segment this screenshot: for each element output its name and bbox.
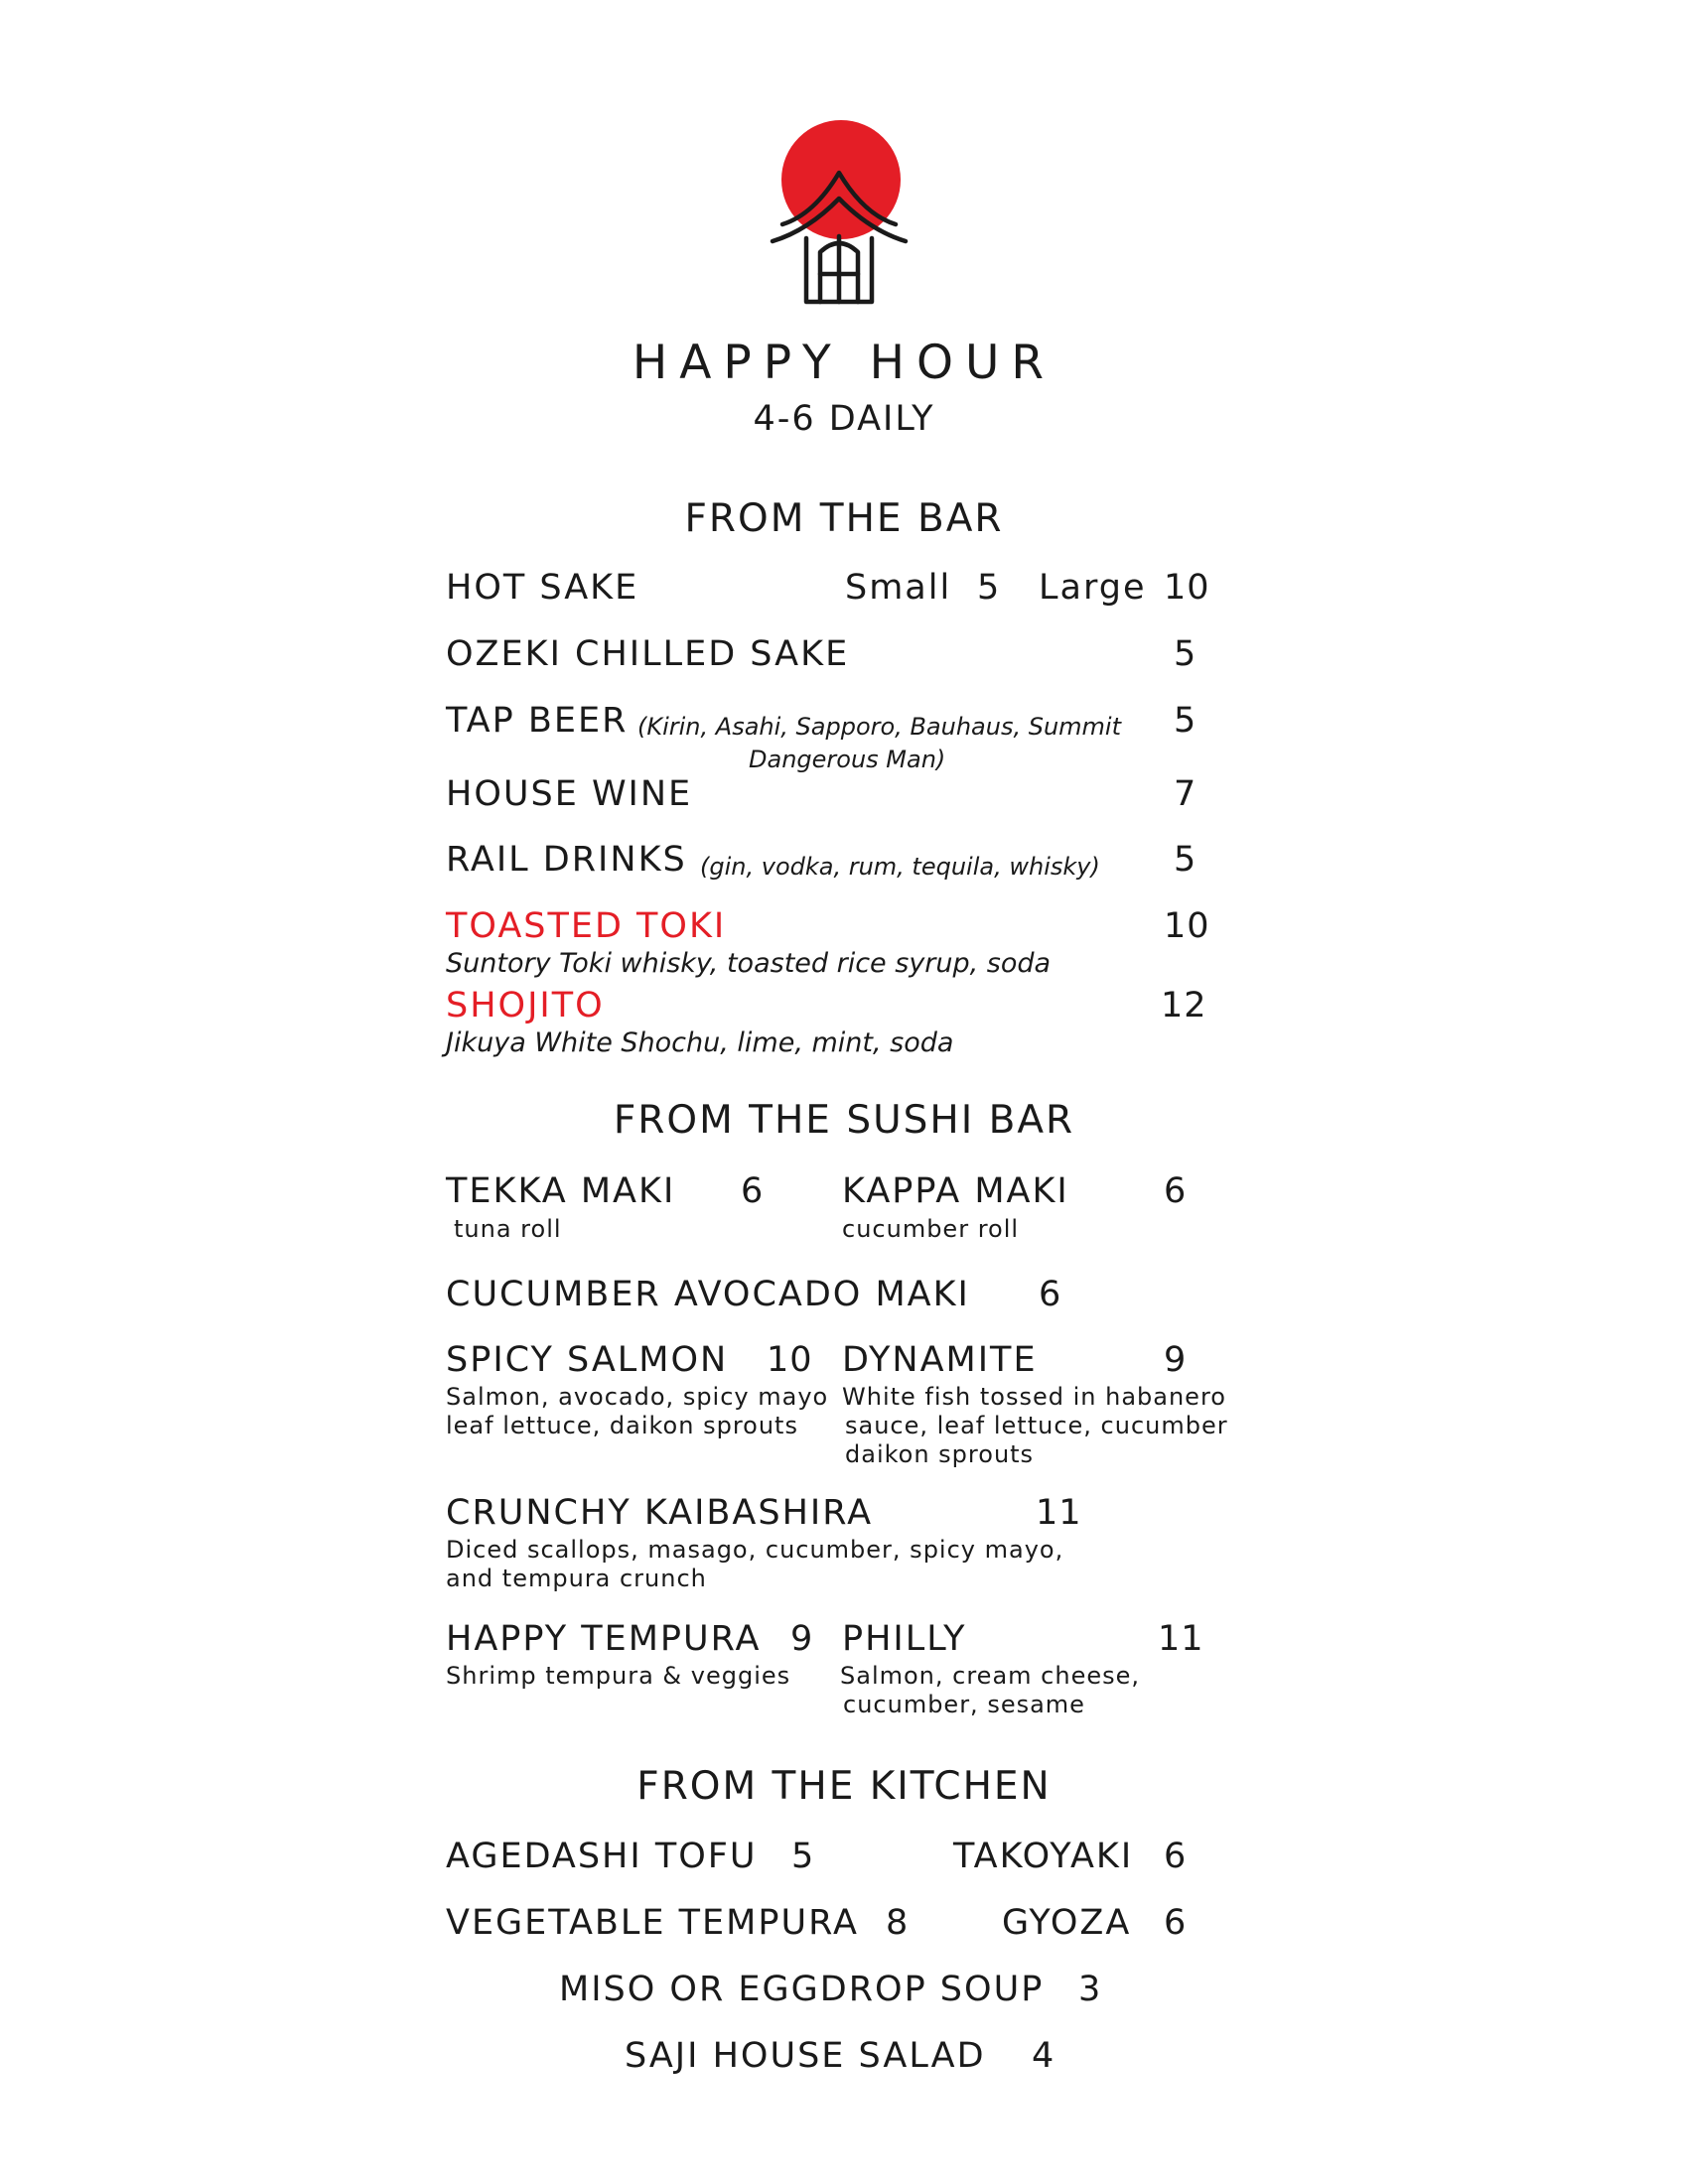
price-happy-tempura: 9 [790,1619,814,1659]
menu-item-toasted-toki: TOASTED TOKI [446,906,727,946]
menu-item-hot-sake: HOT SAKE [446,568,639,608]
kappa-maki-description: cucumber roll [842,1215,1020,1243]
menu-item-spicy-salmon: SPICY SALMON [446,1340,729,1380]
tap-beer-note-line2: Dangerous Man) [749,746,946,773]
price-ozeki: 5 [1174,634,1197,674]
crunchy-kaibashira-description-line2: and tempura crunch [446,1565,707,1592]
menu-item-philly: PHILLY [842,1619,967,1659]
size-label-large: Large [1039,568,1147,608]
price-house-salad: 4 [1032,2036,1055,2076]
menu-item-ozeki: OZEKI CHILLED SAKE [446,634,850,674]
spicy-salmon-description-line1: Salmon, avocado, spicy mayo [446,1383,829,1411]
section-heading-kitchen: FROM THE KITCHEN [636,1764,1052,1809]
price-cucumber-avocado-maki: 6 [1039,1275,1062,1314]
section-heading-sushi: FROM THE SUSHI BAR [613,1098,1075,1143]
philly-description-line2: cucumber, sesame [843,1691,1085,1718]
price-soup: 3 [1078,1970,1102,2009]
dynamite-description-line3: daikon sprouts [845,1440,1035,1468]
price-rail-drinks: 5 [1174,840,1197,880]
menu-item-house-salad: SAJI HOUSE SALAD [625,2036,986,2076]
pagoda-sun-icon [753,117,951,316]
dynamite-description-line2: sauce, leaf lettuce, cucumber [845,1412,1228,1439]
menu-item-dynamite: DYNAMITE [842,1340,1038,1380]
price-vegetable-tempura: 8 [886,1903,910,1943]
price-tekka-maki: 6 [741,1171,765,1211]
menu-item-happy-tempura: HAPPY TEMPURA [446,1619,762,1659]
price-toasted-toki: 10 [1164,906,1210,946]
dynamite-description-line1: White fish tossed in habanero [842,1383,1226,1411]
price-shojito: 12 [1161,986,1207,1025]
tap-beer-note-line1: (Kirin, Asahi, Sapporo, Bauhaus, Summit [637,713,1121,741]
menu-item-house-wine: HOUSE WINE [446,774,693,814]
price-gyoza: 6 [1164,1903,1188,1943]
price-tap-beer: 5 [1174,701,1197,741]
menu-item-shojito: SHOJITO [446,986,605,1025]
menu-item-gyoza: GYOZA [1002,1903,1132,1943]
page-title: HAPPY HOUR [632,336,1056,390]
menu-item-tap-beer: TAP BEER [446,701,629,741]
size-label-small: Small [845,568,952,608]
price-crunchy-kaibashira: 11 [1036,1493,1082,1533]
spicy-salmon-description-line2: leaf lettuce, daikon sprouts [446,1412,798,1439]
toasted-toki-description: Suntory Toki whisky, toasted rice syrup, soda [446,948,1052,979]
tekka-maki-description: tuna roll [454,1215,562,1243]
price-dynamite: 9 [1164,1340,1188,1380]
menu-item-agedashi-tofu: AGEDASHI TOFU [446,1837,758,1876]
menu-item-rail-drinks: RAIL DRINKS [446,840,687,880]
price-kappa-maki: 6 [1164,1171,1188,1211]
menu-item-soup: MISO OR EGGDROP SOUP [559,1970,1045,2009]
menu-item-crunchy-kaibashira: CRUNCHY KAIBASHIRA [446,1493,874,1533]
price-philly: 11 [1158,1619,1204,1659]
price-hot-sake-small: 5 [977,568,1001,608]
happy-tempura-description: Shrimp tempura & veggies [446,1662,791,1690]
menu-item-tekka-maki: TEKKA MAKI [446,1171,676,1211]
shojito-description: Jikuya White Shochu, lime, mint, soda [446,1027,954,1058]
menu-item-kappa-maki: KAPPA MAKI [842,1171,1069,1211]
price-house-wine: 7 [1174,774,1197,814]
rail-drinks-note: (gin, vodka, rum, tequila, whisky) [700,853,1100,881]
price-spicy-salmon: 10 [767,1340,813,1380]
philly-description-line1: Salmon, cream cheese, [840,1662,1140,1690]
crunchy-kaibashira-description-line1: Diced scallops, masago, cucumber, spicy mayo, [446,1536,1064,1564]
price-takoyaki: 6 [1164,1837,1188,1876]
page-subtitle: 4-6 DAILY [753,399,935,439]
menu-item-cucumber-avocado-maki: CUCUMBER AVOCADO MAKI [446,1275,970,1314]
menu-item-vegetable-tempura: VEGETABLE TEMPURA [446,1903,859,1943]
price-agedashi-tofu: 5 [791,1837,815,1876]
section-heading-bar: FROM THE BAR [684,496,1004,541]
price-hot-sake-large: 10 [1164,568,1210,608]
menu-item-takoyaki: TAKOYAKI [953,1837,1134,1876]
